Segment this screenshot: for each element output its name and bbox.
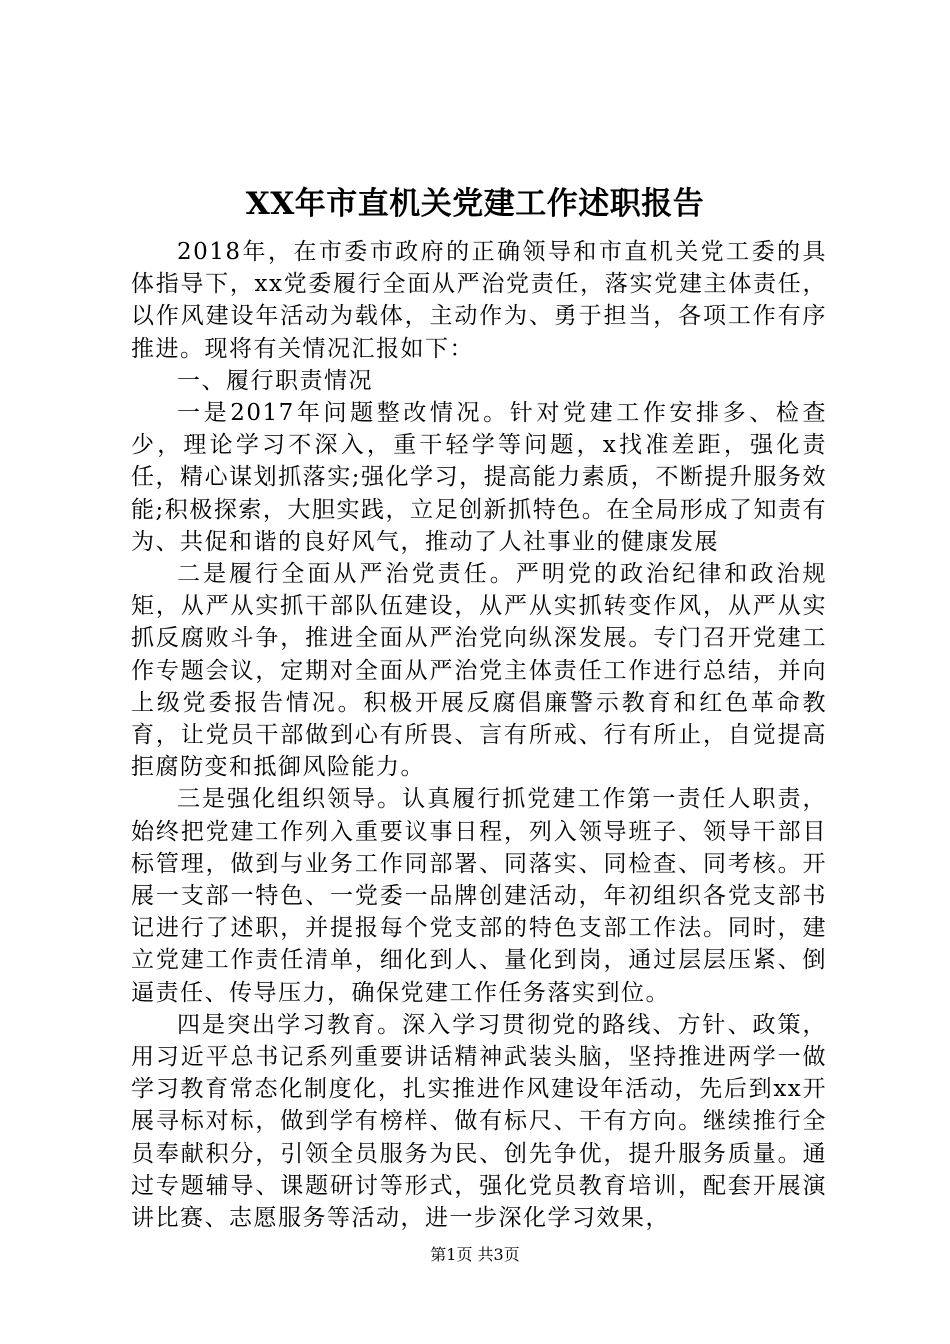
- paragraph-item-4: 四是突出学习教育。深入学习贯彻党的路线、方针、政策，用习近平总书记系列重要讲话精神武装头脑，坚持推进两学一做学习教育常态化制度化，扎实推进作风建设年活动，先后到xx开展寻标对标，做到学有榜样、做有标尺、干有方向。继续推行全员奉献积分，引领全员服务为民、创先争优，提升服务质量。通过专题辅导、课题研讨等形式，强化党员教育培训，配套开展演讲比赛、志愿服务等活动，进一步深化学习效果，: [131, 1011, 827, 1232]
- paragraph-intro: 2018年，在市委市政府的正确领导和市直机关党工委的具体指导下，xx党委履行全面从严治党责任，落实党建主体责任，以作风建设年活动为载体，主动作为、勇于担当，各项工作有序推进。现将有关情况汇报如下：: [131, 239, 827, 362]
- paragraph-item-2: 二是履行全面从严治党责任。严明党的政治纪律和政治规矩，从严从实抓干部队伍建设，从严从实抓转变作风，从严从实抓反腐败斗争，推进全面从严治党向纵深发展。专门召开党建工作专题会议，定期对全面从严治党主体责任工作进行总结，并向上级党委报告情况。积极开展反腐倡廉警示教育和红色革命教育，让党员干部做到心有所畏、言有所戒、行有所止，自觉提高拒腐防变和抵御风险能力。: [131, 561, 827, 781]
- page-number-footer: 第1页 共3页: [430, 1245, 520, 1264]
- section-heading: 一、履行职责情况: [177, 367, 373, 394]
- document-body: [131, 236, 827, 1234]
- paragraph-item-1: 一是2017年问题整改情况。针对党建工作安排多、检查少，理论学习不深入，重干轻学等问题，x找准差距，强化责任，精心谋划抓落实;强化学习，提高能力素质，不断提升服务效能;积极探索，大胆实践，立足创新抓特色。在全局形成了知责有为、共促和谐的良好风气，推动了人社事业的健康发展: [131, 400, 827, 555]
- page-title: XX年市直机关党建工作述职报告: [245, 186, 705, 222]
- paragraph-item-3: 三是强化组织领导。认真履行抓党建工作第一责任人职责，始终把党建工作列入重要议事日程，列入领导班子、领导干部目标管理，做到与业务工作同部署、同落实、同检查、同考核。开展一支部一特色、一党委一品牌创建活动，年初组织各党支部书记进行了述职，并提报每个党支部的特色支部工作法。同时，建立党建工作责任清单，细化到人、量化到岗，通过层层压紧、倒逼责任、传导压力，确保党建工作任务落实到位。: [131, 786, 827, 1006]
